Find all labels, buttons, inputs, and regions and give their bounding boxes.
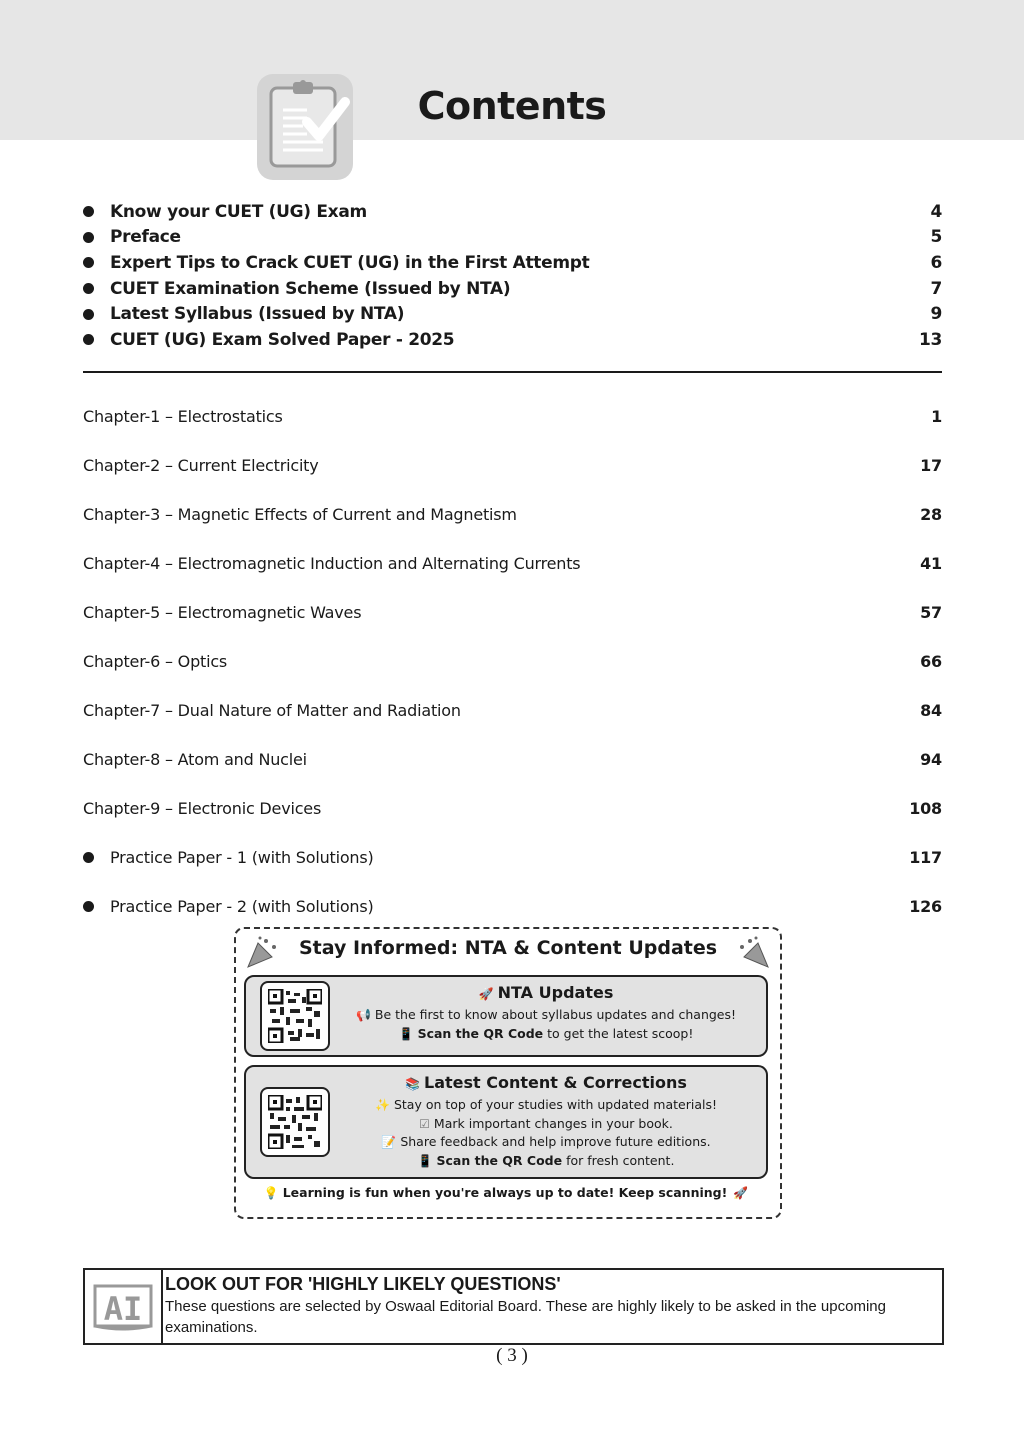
content-corrections-card xyxy=(244,1065,768,1179)
nta-line-1-text: Be the first to know about syllabus updates and changes! xyxy=(374,1007,737,1022)
entry-label: Preface xyxy=(110,227,181,248)
toc-entry[interactable] xyxy=(83,225,942,251)
chapter-page: 94 xyxy=(920,750,942,769)
hlq-heading: LOOK OUT FOR 'HIGHLY LIKELY QUESTIONS' xyxy=(165,1274,561,1294)
practice-paper-entry[interactable] xyxy=(83,882,942,931)
svg-text:AI: AI xyxy=(103,1290,143,1328)
practice-paper-page: 117 xyxy=(909,848,942,867)
chapter-label: Chapter-6 – Optics xyxy=(83,652,228,671)
ai-book-icon xyxy=(85,1270,163,1343)
entry-page: 5 xyxy=(930,227,942,248)
nta-line-2 xyxy=(336,1025,756,1044)
bullet-icon xyxy=(83,901,94,912)
bullet-icon xyxy=(83,283,94,294)
entry-page: 7 xyxy=(930,278,942,299)
updates-box xyxy=(234,927,782,1219)
chapter-page: 66 xyxy=(920,652,942,671)
rocket-icon: 🚀 xyxy=(733,1186,749,1200)
entry-label: Know your CUET (UG) Exam xyxy=(110,201,367,222)
chapter-page: 17 xyxy=(920,456,942,475)
entry-page: 4 xyxy=(930,201,942,222)
chapter-label: Chapter-4 – Electromagnetic Induction and Alternating Currents xyxy=(83,554,581,573)
bullet-icon xyxy=(83,257,94,268)
nta-line-1 xyxy=(336,1006,756,1025)
toc-entry[interactable] xyxy=(83,301,942,327)
entry-page: 6 xyxy=(930,252,942,273)
toc-entry[interactable] xyxy=(83,250,942,276)
content-card-title xyxy=(336,1071,756,1096)
bullet-icon xyxy=(83,232,94,243)
chapter-page: 28 xyxy=(920,505,942,524)
chapter-entry[interactable] xyxy=(83,735,942,784)
front-matter-list xyxy=(83,199,942,353)
practice-paper-entry[interactable] xyxy=(83,833,942,882)
chapter-entry[interactable] xyxy=(83,784,942,833)
chapter-entry[interactable] xyxy=(83,392,942,441)
lightbulb-icon: 💡 xyxy=(263,1186,279,1200)
sparkles-icon: ✨ xyxy=(375,1098,390,1112)
chapter-page: 108 xyxy=(909,799,942,818)
content-line-3 xyxy=(336,1133,756,1152)
phone-icon: 📱 xyxy=(417,1153,433,1168)
bullet-icon xyxy=(83,309,94,320)
chapter-page: 84 xyxy=(920,701,942,720)
chapter-entry[interactable] xyxy=(83,441,942,490)
content-line-3-text: Share feedback and help improve future editions. xyxy=(400,1134,711,1149)
chapter-entry[interactable] xyxy=(83,539,942,588)
chapter-entry[interactable] xyxy=(83,490,942,539)
entry-label: Latest Syllabus (Issued by NTA) xyxy=(110,304,405,325)
practice-paper-label: Practice Paper - 1 (with Solutions) xyxy=(110,848,374,867)
page-title-text: Contents xyxy=(417,84,607,128)
content-line-1 xyxy=(336,1096,756,1115)
content-line-1-text: Stay on top of your studies with updated materials! xyxy=(393,1097,717,1112)
scan-qr-bold: Scan the QR Code xyxy=(417,1025,544,1041)
updates-footer xyxy=(236,1185,780,1200)
chapter-entry[interactable] xyxy=(83,588,942,637)
checkbox-icon: ☑ xyxy=(419,1116,430,1131)
updates-title: Stay Informed: NTA & Content Updates xyxy=(298,937,718,959)
entry-label: CUET Examination Scheme (Issued by NTA) xyxy=(110,278,511,299)
chapter-label: Chapter-9 – Electronic Devices xyxy=(83,799,322,818)
entry-label: CUET (UG) Exam Solved Paper - 2025 xyxy=(110,329,455,350)
chapter-label: Chapter-3 – Magnetic Effects of Current and Magnetism xyxy=(83,505,517,524)
memo-icon: 📝 xyxy=(381,1135,397,1149)
nta-title-text: NTA Updates xyxy=(497,983,614,1002)
entry-label: Expert Tips to Crack CUET (UG) in the First Attempt xyxy=(110,252,590,273)
chapter-list xyxy=(83,392,942,931)
rocket-icon: 🚀 xyxy=(478,987,494,1001)
updates-footer-text: Learning is fun when you're always up to date! Keep scanning! xyxy=(282,1185,728,1200)
content-line-2 xyxy=(336,1115,756,1134)
books-icon: 📚 xyxy=(405,1077,421,1091)
nta-updates-card xyxy=(244,975,768,1057)
chapter-entry[interactable] xyxy=(83,686,942,735)
chapter-page: 1 xyxy=(931,407,942,426)
toc-entry[interactable] xyxy=(83,276,942,302)
bullet-icon xyxy=(83,852,94,863)
toc-entry[interactable] xyxy=(83,327,942,353)
entry-page: 9 xyxy=(930,304,942,325)
bullet-icon xyxy=(83,206,94,217)
megaphone-icon: 📢 xyxy=(355,1008,371,1022)
nta-updates-title xyxy=(336,981,756,1006)
qr-code[interactable] xyxy=(260,981,330,1051)
chapter-label: Chapter-5 – Electromagnetic Waves xyxy=(83,603,362,622)
chapter-label: Chapter-1 – Electrostatics xyxy=(83,407,283,426)
chapter-page: 41 xyxy=(920,554,942,573)
page-number: ( 3 ) xyxy=(496,1345,528,1366)
chapter-label: Chapter-7 – Dual Nature of Matter and Radiation xyxy=(83,701,461,720)
hlq-description: These questions are selected by Oswaal Editorial Board. These are highly likely to be asked in the upcoming examinations. xyxy=(165,1298,886,1336)
practice-paper-page: 126 xyxy=(909,897,942,916)
chapter-label: Chapter-2 – Current Electricity xyxy=(83,456,319,475)
highly-likely-questions-box xyxy=(83,1268,944,1345)
section-divider xyxy=(83,371,942,373)
chapter-entry[interactable] xyxy=(83,637,942,686)
chapter-label: Chapter-8 – Atom and Nuclei xyxy=(83,750,307,769)
scan-qr-bold: Scan the QR Code xyxy=(436,1152,563,1168)
content-line-4-rest: for fresh content. xyxy=(562,1152,675,1168)
content-line-2-text: Mark important changes in your book. xyxy=(433,1115,673,1131)
bullet-icon xyxy=(83,334,94,345)
entry-page: 13 xyxy=(918,329,942,350)
page-title xyxy=(0,84,1024,128)
phone-icon: 📱 xyxy=(398,1026,414,1041)
nta-line-2-rest: to get the latest scoop! xyxy=(543,1025,694,1041)
content-title-text: Latest Content & Corrections xyxy=(424,1073,687,1092)
chapter-page: 57 xyxy=(920,603,942,622)
toc-entry[interactable] xyxy=(83,199,942,225)
content-line-4 xyxy=(336,1152,756,1171)
qr-code[interactable] xyxy=(260,1087,330,1157)
practice-paper-label: Practice Paper - 2 (with Solutions) xyxy=(110,897,374,916)
